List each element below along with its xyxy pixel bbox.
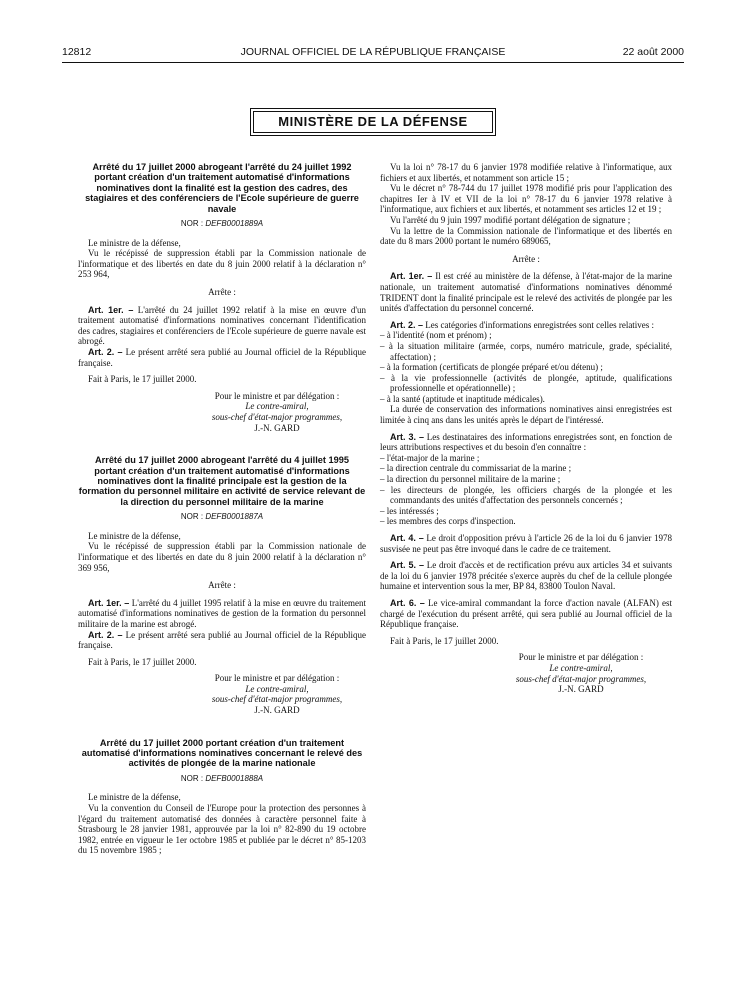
article (380, 560, 672, 592)
list-item: – à la santé (aptitude et inaptitude médicales). (380, 393, 545, 404)
signature-line: Pour le ministre et par délégation : (214, 390, 340, 401)
article-text: Le présent arrêté sera publié au Journal officiel de la République française. (78, 346, 367, 368)
list-item: – l'état-major de la marine ; (380, 452, 480, 463)
list-item: – la direction du personnel militaire de la marine ; (380, 474, 561, 485)
decree-3-start (78, 738, 366, 856)
list-item: – à la formation (certificats de plongée préparé et/ou détenu) ; (380, 362, 603, 373)
article-text: Il est créé au ministère de la défense, à l'état-major de la marine nationale, un traitement automatisé d'informations nominatives dénommé TRIDENT dont la finalité principale est le relevé des activités de plongée par les unités d'affectation du personnel concerné. (380, 271, 673, 314)
list-item: – à l'identité (nom et prénom) ; (380, 330, 492, 341)
right-column (380, 162, 672, 695)
article (78, 630, 366, 651)
nor-label: NOR : (180, 219, 204, 229)
article-label: Art. 5. – (390, 560, 425, 571)
signature-line: Pour le ministre et par délégation : (518, 652, 644, 663)
signatory-name: J.-N. GARD (254, 422, 300, 433)
paragraph: Le ministre de la défense, (88, 792, 181, 803)
article-2-list (380, 330, 672, 404)
list-item: – à la situation militaire (armée, corps, numéro matricule, grade, spécialité, affectation) ; (380, 340, 672, 362)
page-number: 12812 (62, 46, 92, 58)
signature-line: Pour le ministre et par délégation : (214, 673, 340, 684)
article (380, 432, 672, 453)
signature-line: sous-chef d'état-major programmes, (211, 694, 343, 705)
decree-title: Arrêté du 17 juillet 2000 abrogeant l'arrêté du 4 juillet 1995 portant création d'un traitement automatisé d'informations nominatives dont la finalité principale est la gestion de la formation du personnel militaire en activité de service relevant de la direction du personnel militaire de la marine (78, 455, 366, 507)
nor-code: DEFB0001888A (205, 773, 264, 783)
decree-title: Arrêté du 17 juillet 2000 abrogeant l'arrêté du 24 juillet 1992 portant création d'un traitement automatisé d'informations nominatives dont la finalité est la gestion des cadres, des stagiaires et des conférenciers de l'Ecole supérieure de guerre navale (85, 162, 359, 214)
article (380, 271, 672, 313)
signatory-name: J.-N. GARD (558, 684, 604, 695)
paragraph: Vu l'arrêté du 9 juin 1997 modifié portant délégation de signature ; (390, 214, 631, 225)
list-item: – les directeurs de plongée, les officiers chargés de la plongée et les commandants des unités d'affectation des personnels concernés ; (380, 484, 672, 506)
decree-1 (78, 162, 366, 433)
signature-line: Le contre-amiral, (549, 662, 613, 673)
paragraph: Vu le décret n° 78-744 du 17 juillet 1978 modifié pris pour l'application des chapitres Ier à IV et VII de la loi n° 78-17 du 6 janvier 1978 relative à l'informatique, aux fichiers et aux libertés, et notamment ses articles 12 et 19 ; (380, 183, 672, 215)
signatory-name: J.-N. GARD (254, 705, 300, 716)
article (78, 305, 366, 347)
arrete-heading: Arrête : (208, 580, 236, 591)
nor-code: DEFB0001887A (205, 512, 264, 522)
nor-label: NOR : (180, 512, 204, 522)
signature-block (188, 673, 366, 715)
nor-reference (78, 219, 366, 230)
paragraph: La durée de conservation des informations nominatives ainsi enregistrées est limitée à cinq ans dans les unités après le départ de l'intéressé. (380, 404, 672, 426)
list-item: – à la vie professionnelle (activités de plongée, aptitude, qualifications professionnelle et opérationnelle) ; (380, 372, 672, 394)
journal-title: JOURNAL OFFICIEL DE LA RÉPUBLIQUE FRANÇAISE (240, 46, 506, 58)
nor-reference (78, 512, 366, 523)
article-label: Art. 1er. – (88, 304, 134, 315)
list-item: – les intéressés ; (380, 505, 439, 516)
signature-line: sous-chef d'état-major programmes, (515, 673, 647, 684)
page-header (62, 44, 684, 62)
paragraph: Vu la loi n° 78-17 du 6 janvier 1978 modifiée relative à l'informatique, aux fichiers et aux libertés, et notamment son article 15 ; (380, 162, 672, 183)
article-text: Le vice-amiral commandant la force d'action navale (ALFAN) est chargé de l'exécution du présent arrêté, qui sera publié au Journal officiel de la République française. (380, 597, 673, 630)
article-label: Art. 1er. – (88, 597, 130, 608)
paragraph: Le ministre de la défense, (88, 530, 181, 541)
nor-code: DEFB0001889A (205, 219, 264, 229)
signature-place-date: Fait à Paris, le 17 juillet 2000. (390, 635, 499, 646)
paragraph: Le ministre de la défense, (88, 237, 181, 248)
article (380, 533, 672, 554)
signature-block (490, 652, 672, 694)
paragraph: Vu le récépissé de suppression établi par la Commission nationale de l'informatique et des libertés en date du 8 juin 2000 relatif à la déclaration n° 369 956, (78, 541, 366, 573)
ministry-box (250, 108, 496, 136)
article-label: Art. 6. – (390, 597, 425, 608)
decree-2 (78, 455, 366, 716)
article-text: Le droit d'accès et de rectification prévu aux articles 34 et suivants de la loi du 6 janvier 1978 précitée s'exerce auprès du chef de la cellule plongée humaine et intervention sous la mer, BP 84, 83800 Toulon Naval. (380, 560, 673, 592)
article-3-list (380, 453, 672, 527)
nor-reference (78, 774, 366, 785)
paragraph: Vu le récépissé de suppression établi par la Commission nationale de l'informatique et des libertés en date du 8 juin 2000 relatif à la déclaration n° 253 964, (78, 248, 366, 280)
signature-line: sous-chef d'état-major programmes, (211, 411, 343, 422)
article-label: Art. 4. – (390, 533, 424, 543)
article-label: Art. 1er. – (390, 271, 433, 282)
article-label: Art. 2. – (390, 319, 424, 330)
article-text: L'arrêté du 24 juillet 1992 relatif à la mise en œuvre d'un traitement automatisé d'informations nominatives concernant l'identification des cadres, stagiaires et conférenciers de l'Ecole supérieure de guerre navale est abrogé. (78, 304, 366, 347)
decree-title: Arrêté du 17 juillet 2000 portant création d'un traitement automatisé d'informations nominatives concernant le relevé des activités de plongée de la marine nationale (81, 737, 363, 769)
paragraph: Vu la lettre de la Commission nationale de l'informatique et des libertés en date du 8 mars 2000 portant le numéro 689065, (380, 225, 672, 247)
article (78, 347, 366, 368)
article (380, 598, 672, 630)
article-text: Le droit d'opposition prévu à l'article 26 de la loi du 6 janvier 1978 susvisée ne peut pas être invoqué dans le cadre de ce traitement. (380, 533, 673, 554)
list-item: – la direction centrale du commissariat de la marine ; (380, 463, 572, 474)
arrete-heading: Arrête : (512, 253, 540, 264)
article-label: Art. 2. – (88, 629, 123, 640)
signature-block (188, 391, 366, 433)
signature-line: Le contre-amiral, (245, 401, 309, 412)
signature-place-date: Fait à Paris, le 17 juillet 2000. (88, 656, 197, 667)
signature-line: Le contre-amiral, (245, 683, 309, 694)
article (380, 320, 672, 331)
header-rule (62, 62, 684, 63)
article-text: Les destinataires des informations enregistrées sont, en fonction de leurs attributions respectives et du besoin d'en connaître : (380, 431, 673, 453)
signature-place-date: Fait à Paris, le 17 juillet 2000. (88, 374, 197, 385)
article (78, 598, 366, 630)
left-column (78, 162, 366, 856)
article-text: Les catégories d'informations enregistrées sont celles relatives : (425, 319, 655, 330)
ministry-title: MINISTÈRE DE LA DÉFENSE (253, 111, 493, 133)
article-label: Art. 3. – (390, 431, 425, 442)
article-label: Art. 2. – (88, 346, 123, 357)
list-item: – les membres des corps d'inspection. (380, 516, 516, 527)
paragraph: Vu la convention du Conseil de l'Europe pour la protection des personnes à l'égard du traitement automatisé des données à caractère personnel faite à Strasbourg le 28 janvier 1981, approuvée par la loi n° 82-890 du 19 octobre 1982, entrée en vigueur le 1er octobre 1985 et publiée par le décret n° 85-1203 du 15 novembre 1985 ; (78, 803, 366, 856)
article-text: Le présent arrêté sera publié au Journal officiel de la République française. (78, 629, 367, 651)
nor-label: NOR : (180, 773, 204, 783)
article-text: L'arrêté du 4 juillet 1995 relatif à la mise en œuvre du traitement automatisé d'informations nominatives de gestion de la formation du personnel militaire de la marine est abrogé. (78, 597, 367, 629)
issue-date: 22 août 2000 (622, 46, 684, 58)
arrete-heading: Arrête : (208, 287, 236, 297)
